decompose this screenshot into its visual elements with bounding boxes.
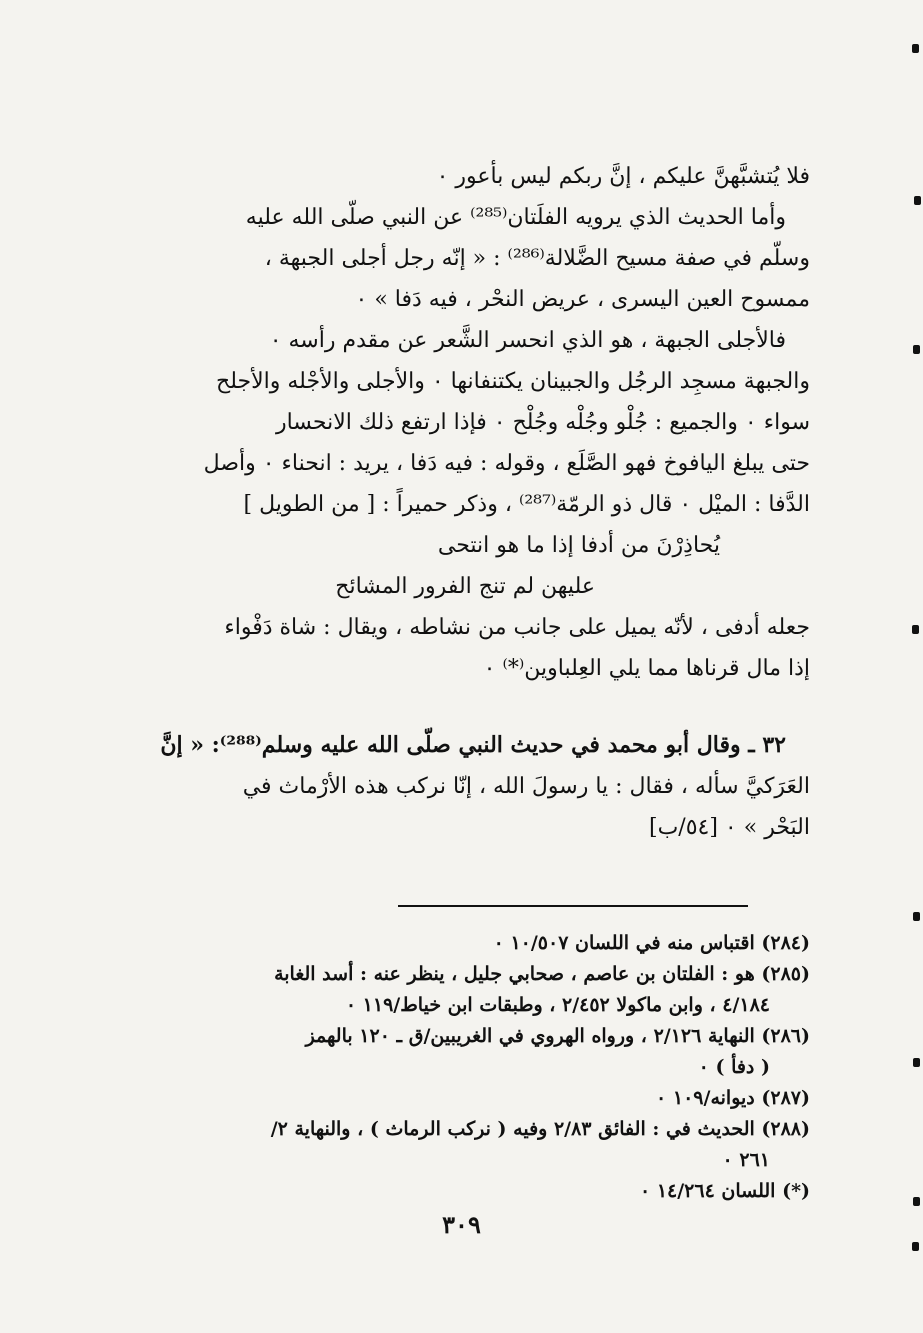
text-line: ممسوح العين اليسرى ، عريض النحْر ، فيه دَفا » ٠ <box>355 287 810 312</box>
text-line: وسلّم في صفة مسيح الضَّلالة⁽²⁸⁶⁾ : « إنّه رجل أجلى الجبهة ، <box>264 246 810 271</box>
footnote: (٢٨٥) هو : الفلتان بن عاصم ، صحابي جليل ، ينظر عنه : أسد الغابة <box>274 963 810 985</box>
footnote-continuation: ٢٦١ ٠ <box>722 1149 770 1171</box>
footnote: (٢٨٧) ديوانه/١٠٩ ٠ <box>656 1087 810 1109</box>
binding-mark <box>913 345 920 354</box>
text-line: البَحْر » ٠ [٥٤/ب] <box>648 815 810 840</box>
verse-line: يُحاذِرْنَ من أدفا إذا ما هو انتحى <box>437 533 720 558</box>
footnote-continuation: ٤/١٨٤ ، وابن ماكولا ٢/٤٥٢ ، وطبقات ابن خياط/١١٩ ٠ <box>345 994 770 1016</box>
text-line: فالأجلى الجبهة ، هو الذي انحسر الشَّعر عن مقدم رأسه ٠ <box>269 328 786 353</box>
text-line: وأما الحديث الذي يرويه الفلَتان⁽²⁸⁵⁾ عن النبي صلّى الله عليه <box>245 205 786 230</box>
main-text <box>160 156 810 848</box>
binding-mark <box>913 1197 920 1206</box>
text-line: إذا مال قرناها مما يلي العِلباوين⁽*⁾ ٠ <box>483 656 810 681</box>
text-line: العَرَكيَّ سأله ، فقال : يا رسولَ الله ، إنّا نركب هذه الأرْماث في <box>242 774 810 799</box>
text-line: الدَّفا : الميْل ٠ قال ذو الرمّة⁽²⁸⁷⁾ ، وذكر حميراً : [ من الطويل ] <box>243 492 810 517</box>
footnote: (*) اللسان ١٤/٢٦٤ ٠ <box>639 1180 810 1202</box>
section-line: ٣٢ ـ وقال أبو محمد في حديث النبي صلّى الله عليه وسلم⁽²⁸⁸⁾: « إنَّ <box>160 732 786 758</box>
binding-mark <box>913 1058 920 1067</box>
footnote: (٢٨٨) الحديث في : الفائق ٢/٨٣ وفيه ( نركب الرماث ) ، والنهاية ٢/ <box>270 1118 810 1140</box>
text-line: سواء ٠ والجميع : جُلْو وجُلْه وجُلْح ٠ فإذا ارتفع ذلك الانحسار <box>275 410 810 435</box>
binding-mark <box>912 625 919 634</box>
verse-line: عليهن لم تنج الفرور المشائح <box>335 574 595 599</box>
text-line: والجبهة مسجِد الرجُل والجبينان يكتنفانها ٠ والأجلى والأجْله والأجلح <box>216 369 810 394</box>
text-line: فلا يُتشبَّهنَّ عليكم ، إنَّ ربكم ليس بأعور ٠ <box>436 164 810 189</box>
text-line: جعله أدفى ، لأنّه يميل على جانب من نشاطه ، ويقال : شاة دَفْواء <box>224 615 810 640</box>
binding-mark <box>912 1242 919 1251</box>
footnotes <box>160 928 810 1207</box>
text-line: حتى يبلغ اليافوخ فهو الصَّلَع ، وقوله : فيه دَفا ، يريد : انحناء ٠ وأصل <box>203 451 810 476</box>
binding-mark <box>914 196 921 205</box>
footnote-continuation: ( دفأ ) ٠ <box>698 1056 770 1078</box>
footnote-divider <box>398 905 748 907</box>
footnote: (٢٨٦) النهاية ٢/١٢٦ ، ورواه الهروي في الغريبين/ق ـ ١٢٠ بالهمز <box>305 1025 810 1047</box>
binding-mark <box>913 912 920 921</box>
page-number: ٣٠٩ <box>442 1210 481 1239</box>
footnote: (٢٨٤) اقتباس منه في اللسان ١٠/٥٠٧ ٠ <box>493 932 810 954</box>
binding-mark <box>912 44 919 53</box>
